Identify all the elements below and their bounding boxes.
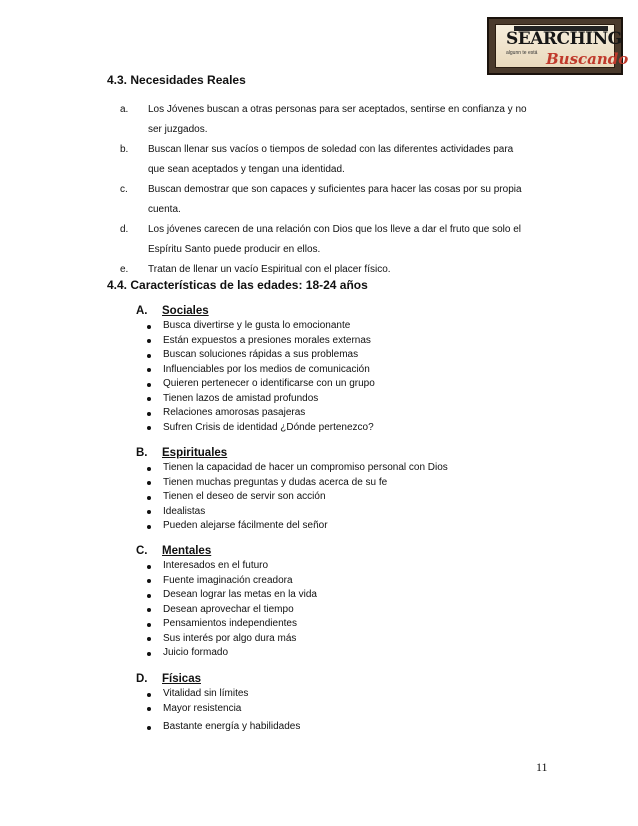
list-marker: c. bbox=[120, 184, 128, 195]
list-line: ser juzgados. bbox=[148, 124, 208, 135]
needs-item-d bbox=[120, 220, 550, 260]
category-name: Físicas bbox=[162, 673, 201, 685]
bullet-item: Interesados en el futuro bbox=[136, 559, 556, 574]
category-mentales bbox=[136, 543, 556, 661]
bullet-item: Fuente imaginación creadora bbox=[136, 574, 556, 589]
bullet-item: Tienen muchas preguntas y dudas acerca de su fe bbox=[136, 476, 556, 491]
needs-item-e bbox=[120, 260, 550, 280]
list-line: que sean aceptados y tengan una identidad. bbox=[148, 164, 345, 175]
list-line: Buscan demostrar que son capaces y suficientes para hacer las cosas por su propia bbox=[148, 184, 522, 195]
bullet-item: Busca divertirse y le gusta lo emocionante bbox=[136, 319, 556, 334]
category-espirituales bbox=[136, 445, 556, 534]
list-marker: a. bbox=[120, 104, 129, 115]
searching-logo bbox=[487, 17, 629, 75]
category-name: Sociales bbox=[162, 305, 209, 317]
category-heading bbox=[136, 303, 556, 319]
category-fisicas bbox=[136, 671, 556, 735]
list-line: Los jóvenes carecen de una relación con Dios que los lleve a dar el fruto que solo el bbox=[148, 224, 522, 235]
bullet-item: Desean lograr las metas en la vida bbox=[136, 588, 556, 603]
bullet-item: Juicio formado bbox=[136, 646, 556, 661]
logo-panel bbox=[495, 24, 629, 68]
list-line: Los Jóvenes buscan a otras personas para ser aceptados, sentirse en confianza y no bbox=[148, 104, 527, 115]
list-line: Espíritu Santo puede producir en ellos. bbox=[148, 244, 321, 255]
bullet-item: Mayor resistencia bbox=[136, 702, 556, 717]
bullet-item: Quieren pertenecer o identificarse con un grupo bbox=[136, 377, 556, 392]
bullet-item: Están expuestos a presiones morales externas bbox=[136, 334, 556, 349]
category-heading bbox=[136, 671, 556, 687]
category-name: Espirituales bbox=[162, 447, 228, 459]
category-sociales bbox=[136, 303, 556, 435]
bullet-item: Idealistas bbox=[136, 505, 556, 520]
section-title-4-4: 4.4. Características de las edades: 18-24 años bbox=[107, 278, 368, 292]
bullet-item: Buscan soluciones rápidas a sus problemas bbox=[136, 348, 556, 363]
list-marker: b. bbox=[120, 144, 129, 155]
needs-item-b bbox=[120, 140, 550, 180]
bullet-item: Bastante energía y habilidades bbox=[136, 720, 556, 735]
bullet-item: Desean aprovechar el tiempo bbox=[136, 603, 556, 618]
category-letter: D. bbox=[136, 673, 148, 685]
bullet-item: Tienen lazos de amistad profundos bbox=[136, 392, 556, 407]
bullet-item: Sufren Crisis de identidad ¿Dónde pertenezco? bbox=[136, 421, 556, 436]
logo-main-text: SEARCHING bbox=[506, 29, 622, 49]
page-number: 11 bbox=[536, 760, 548, 774]
category-heading bbox=[136, 543, 556, 559]
section-title-4-3: 4.3. Necesidades Reales bbox=[107, 73, 246, 87]
list-marker: e. bbox=[120, 264, 129, 275]
bullet-item: Tienen el deseo de servir son acción bbox=[136, 490, 556, 505]
list-line: Tratan de llenar un vacío Espiritual con el placer físico. bbox=[148, 264, 391, 275]
logo-tagline: algunn te está bbox=[506, 50, 538, 56]
list-line: cuenta. bbox=[148, 204, 181, 215]
category-name: Mentales bbox=[162, 545, 212, 557]
needs-item-c bbox=[120, 180, 550, 220]
bullet-item: Pensamientos independientes bbox=[136, 617, 556, 632]
list-marker: d. bbox=[120, 224, 129, 235]
needs-item-a bbox=[120, 100, 550, 140]
category-letter: A. bbox=[136, 305, 148, 317]
logo-script-text: Buscando bbox=[546, 50, 629, 68]
bullet-item: Sus interés por algo dura más bbox=[136, 632, 556, 647]
bullet-item: Vitalidad sin límites bbox=[136, 687, 556, 702]
category-letter: B. bbox=[136, 447, 148, 459]
bullet-item: Relaciones amorosas pasajeras bbox=[136, 406, 556, 421]
bullet-item: Influenciables por los medios de comunicación bbox=[136, 363, 556, 378]
list-line: Buscan llenar sus vacíos o tiempos de soledad con las diferentes actividades para bbox=[148, 144, 514, 155]
category-heading bbox=[136, 445, 556, 461]
bullet-item: Tienen la capacidad de hacer un compromiso personal con Dios bbox=[136, 461, 556, 476]
bullet-item: Pueden alejarse fácilmente del señor bbox=[136, 519, 556, 534]
needs-list bbox=[120, 100, 550, 280]
category-letter: C. bbox=[136, 545, 148, 557]
